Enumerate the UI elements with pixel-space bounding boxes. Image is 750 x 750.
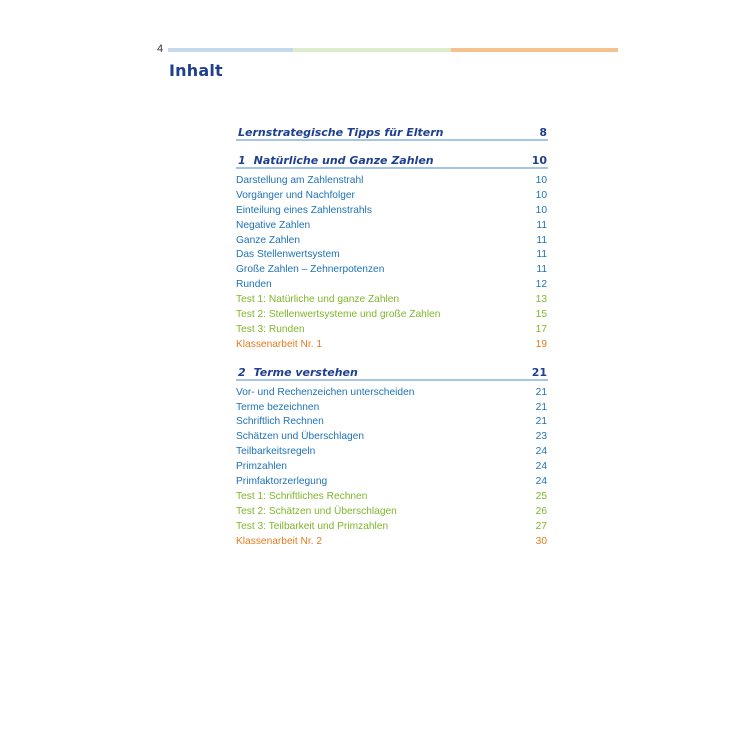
toc-topic-entry[interactable]: [236, 475, 548, 490]
entry-title: Vorgänger und Nachfolger: [236, 189, 355, 201]
toc-test-entry[interactable]: [236, 308, 548, 323]
toc-topic-entry[interactable]: [236, 278, 548, 293]
entry-page: 11: [536, 249, 547, 261]
entry-page: 13: [535, 294, 547, 306]
chapter-page: 21: [531, 365, 547, 379]
chapter-title-text: Terme verstehen: [253, 365, 358, 379]
page-title: Inhalt: [169, 61, 223, 80]
entry-page: 11: [536, 219, 547, 231]
toc-topic-entry[interactable]: [236, 430, 548, 445]
toc-topic-entry[interactable]: [236, 445, 548, 460]
entry-title: Terme bezeichnen: [236, 401, 320, 413]
entry-page: 15: [535, 309, 547, 321]
entry-page: 21: [535, 386, 547, 398]
toc-topic-entry[interactable]: [236, 189, 548, 204]
entry-title: Schriftlich Rechnen: [236, 416, 324, 428]
entry-page: 11: [536, 264, 547, 276]
entry-page: 24: [535, 461, 547, 473]
toc-topic-entry[interactable]: [236, 248, 548, 263]
toc-exam-entry[interactable]: [236, 338, 548, 353]
toc-topic-entry[interactable]: [236, 386, 548, 401]
entry-title: Test 2: Stellenwertsysteme und große Zahlen: [236, 309, 441, 321]
entry-page: 21: [535, 401, 547, 413]
chapter-number: 2: [238, 365, 246, 379]
header-bar-green: [293, 48, 451, 52]
entry-title: Negative Zahlen: [236, 219, 311, 231]
toc-test-entry[interactable]: [236, 505, 548, 520]
entry-title: Schätzen und Überschlagen: [236, 431, 364, 443]
entry-page: 24: [535, 446, 547, 458]
entry-title: Test 3: Runden: [236, 323, 305, 335]
chapter-page: 10: [531, 154, 547, 167]
chapter-title: [238, 366, 358, 379]
toc-topic-entry[interactable]: [236, 174, 548, 189]
entry-title: Test 1: Schriftliches Rechnen: [236, 490, 368, 502]
entry-page: 10: [535, 189, 547, 201]
chapter-heading[interactable]: [236, 360, 548, 381]
entry-page: 17: [535, 323, 547, 335]
entry-title: Einteilung eines Zahlenstrahls: [236, 204, 372, 216]
entry-title: Teilbarkeitsregeln: [236, 446, 316, 458]
header-bar-orange: [451, 48, 618, 52]
toc-topic-entry[interactable]: [236, 401, 548, 416]
entry-title: Klassenarbeit Nr. 2: [236, 535, 323, 547]
intro-page: 8: [539, 126, 547, 139]
entry-title: Das Stellenwertsystem: [236, 249, 340, 261]
page-number: 4: [157, 43, 164, 55]
entry-page: 26: [535, 505, 547, 517]
entry-title: Test 3: Teilbarkeit und Primzahlen: [236, 520, 389, 532]
entry-page: 10: [535, 204, 547, 216]
entry-page: 30: [535, 535, 547, 547]
toc-topic-entry[interactable]: [236, 460, 548, 475]
entry-page: 24: [535, 476, 547, 488]
toc-topic-entry[interactable]: [236, 415, 548, 430]
toc-topic-entry[interactable]: [236, 263, 548, 278]
entry-page: 23: [535, 431, 547, 443]
table-of-contents: [236, 120, 548, 556]
chapter-title: [238, 154, 434, 167]
entry-page: 11: [536, 234, 547, 246]
toc-topic-entry[interactable]: [236, 204, 548, 219]
entry-page: 10: [535, 175, 547, 186]
entry-page: 12: [535, 279, 547, 291]
chapter-number: 1: [238, 154, 246, 167]
toc-intro-entry[interactable]: [236, 120, 548, 141]
chapter-entries: [236, 386, 548, 550]
entry-page: 21: [535, 416, 547, 428]
intro-title: Lernstrategische Tipps für Eltern: [238, 126, 444, 139]
chapter-entries: [236, 174, 548, 353]
entry-page: 27: [535, 520, 547, 532]
entry-page: 19: [535, 338, 547, 350]
entry-title: Runden: [236, 279, 272, 291]
entry-title: Test 2: Schätzen und Überschlagen: [236, 505, 397, 517]
entry-title: Darstellung am Zahlenstrahl: [236, 175, 364, 186]
toc-test-entry[interactable]: [236, 490, 548, 505]
chapter-heading[interactable]: [236, 148, 548, 169]
toc-topic-entry[interactable]: [236, 219, 548, 234]
entry-title: Test 1: Natürliche und ganze Zahlen: [236, 294, 400, 306]
entry-title: Ganze Zahlen: [236, 234, 300, 246]
toc-topic-entry[interactable]: [236, 234, 548, 249]
entry-title: Primfaktorzerlegung: [236, 476, 328, 488]
chapter-title-text: Natürliche und Ganze Zahlen: [253, 154, 434, 167]
entry-title: Vor- und Rechenzeichen unterscheiden: [236, 386, 415, 398]
entry-title: Primzahlen: [236, 461, 287, 473]
header-bar-blue: [168, 48, 293, 52]
toc-test-entry[interactable]: [236, 323, 548, 338]
entry-title: Klassenarbeit Nr. 1: [236, 338, 323, 350]
toc-exam-entry[interactable]: [236, 535, 548, 550]
toc-test-entry[interactable]: [236, 293, 548, 308]
entry-page: 25: [535, 490, 547, 502]
toc-test-entry[interactable]: [236, 520, 548, 535]
entry-title: Große Zahlen – Zehnerpotenzen: [236, 264, 385, 276]
